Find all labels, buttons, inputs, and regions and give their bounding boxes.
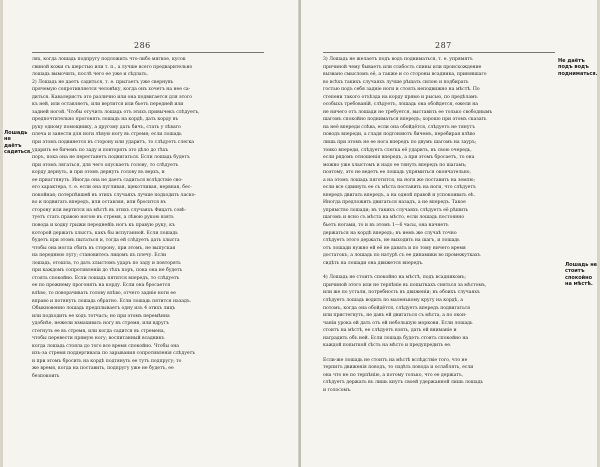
text-line: слѣдуетъ лошадь водить по маленькому кругу на кордѣ, а	[323, 297, 463, 303]
text-line: безпокоить	[32, 373, 60, 379]
text-line: когда лошадь стояла до того все время спокойно. Чтобы она	[32, 343, 179, 349]
text-line: Обыкновенно лошадь предплываетъ одну изъ 4 этихъ лицъ	[32, 306, 176, 312]
text-line: если рядомъ отношенія впередъ, а при этомъ бросаетъ, то она	[323, 155, 475, 161]
text-line: впередъ двигать впередъ, а на одной правой и успокоивать еѣ.	[323, 192, 475, 198]
text-line: влѣво, то поворачивать голову влѣво, отчего задніе ноги ее	[32, 290, 176, 296]
text-line: стоять спокойно. Если лошадь пятится впередъ, то слѣдуетъ	[32, 275, 180, 281]
text-line: отъ лошади нужно ей её не давать и по тому ничего время	[323, 245, 466, 251]
text-line: бьетъ ногами, то и въ этомъ 1—6 часы, она начнетъ	[323, 223, 449, 229]
margin-note: Лошадь не даётъ садиться.	[4, 130, 33, 155]
text-line: удобнѣе, нежели взмахивать ногу въ стремя, или вдругъ	[32, 321, 169, 327]
text-line: и при этомъ бросить на кордѣ подтянуть ее тутъ подпругу; то	[32, 358, 182, 364]
text-line: причиной чему бываетъ или слабость спины или происхождение	[323, 64, 482, 70]
page-number: 287	[435, 41, 452, 50]
text-line: 3) Лошадь не желаетъ подъ водъ подниматься, т. е. упрямятъ	[323, 57, 473, 62]
text-line: свиной кожи съ шерстью или т. п., а лучше всего предварительно	[32, 64, 193, 70]
page-edge	[0, 0, 3, 467]
text-line: во и подвигать впередъ, или оставляя, или бросится въ	[32, 200, 166, 206]
text-line: на переднюю лугу; становитесь лицомъ къ плечу. Если	[32, 253, 167, 259]
text-line: поръ, пока она не перестанетъ подвигаться. Если лошадь будетъ	[32, 155, 190, 161]
text-line: корду дернуть, и при этомъ дернуть голову въ верхъ, и	[32, 170, 165, 176]
text-line: или пристегнуть, не давъ ей двигаться съ мѣста, а по окон-	[323, 313, 467, 319]
text-line: потомъ, когда она обойдётся, слѣдуетъ впередъ подвигаться	[323, 305, 470, 311]
text-line: и голосомъ.	[323, 387, 352, 393]
text-line: предпочтительно прогонять лошадь на кордѣ, дать корду въ	[32, 117, 179, 123]
text-line: изъ-за стремя поддергивала по зарывания сопротивленія слѣдуетъ	[32, 351, 195, 357]
text-line: каждой попыткой сѣсть на мѣсто и предупредить ее.	[323, 343, 452, 349]
text-line: чаніи урока ей дать отъ ей небольшую моркови. Если лошадь	[323, 320, 473, 326]
text-line: особыхъ требованій, слѣдуетъ, лошадь она обойдется, ежели на	[323, 102, 479, 108]
text-line: гостью подъ себя задніе ноги и стоять неподвижно на мѣстѣ. По	[323, 87, 480, 93]
header-rule	[32, 52, 264, 53]
text-line: 4) Лошадь не стоитъ спокойно на мѣстѣ, подъ всадникомъ;	[323, 275, 466, 281]
margin-note: Лошадь не стоитъ спокойно на мѣстѣ.	[565, 262, 598, 287]
paragraph-gap	[323, 267, 559, 274]
text-line: прячемую сопротивляется человѣку, когда онъ хочетъ на нее са-	[32, 87, 191, 93]
text-line: сторону или вертится на мѣстѣ въ этихъ случаяхъ Фицатъ совѣ-	[32, 207, 187, 213]
page-text	[32, 56, 268, 381]
text-line: стегнуть ее въ стремя, или когда садится въ стремена,	[32, 328, 166, 334]
text-line: упрямство лошади; въ такихъ случаяхъ слѣдуетъ её рѣшить	[323, 207, 469, 213]
text-line: слѣдуетъ этого держать, не выходить на шагъ, и лошадь	[323, 238, 460, 244]
text-line: лях, когда лошадь подпругу подложить что-либо мягкое, кусок	[32, 57, 186, 62]
page-text	[323, 56, 559, 395]
text-line: достатокъ, а лошадь по натурѣ съ ее динамики во промежуткахъ	[323, 253, 481, 259]
left-page	[0, 0, 299, 467]
text-line: не ничего отъ лошади не требуется, выставить ее только свободнымъ	[323, 109, 493, 115]
text-line: повода и ходку грыжи переднейіъ ногъ къ правую руку, къ	[32, 223, 175, 229]
paragraph-gap	[323, 350, 559, 357]
text-line: туетъ стать правою ногою въ стремя, а лѣвою рукою взять	[32, 215, 174, 221]
text-line: причиной этого или не терпѣніе въ попыткахъ сняться за мѣстомъ,	[323, 282, 487, 288]
text-line: его характера, т. е. если она пугливая, щекотливая, нервная, бес-	[32, 185, 192, 191]
text-line: ее по прежнему прогонять на корду. Если она бросается	[32, 283, 171, 289]
text-line: терпитъ движенія поводъ, то сидѣть повода и ослаблять, если	[323, 365, 474, 371]
text-line: сидѣть на лошади она движется впередъ.	[323, 260, 424, 266]
text-line: если все сдвинуть ее съ мѣста поставить на ноги, что слѣдуетъ	[323, 185, 476, 191]
text-line: ее приаттянуть. Иногда она не даетъ садиться вслѣдствіе сво-	[32, 177, 183, 183]
text-line: вправо и потянуть лошадь обратно. Если лошадь пятится назадъ.	[32, 298, 192, 304]
text-line: лошадь, отошла, то дать хлыстомъ ударъ по заду и повторять	[32, 260, 181, 266]
text-line: вызвано смысломъ её, а также и со стороны всадника, принявшаго	[323, 72, 487, 78]
text-line: при этомъ подвинется въ сторону или ударитъ, то слѣдуетъ слегка	[32, 140, 195, 146]
text-line: 2) Лошадь не даетъ садиться, т. е. прыгаетъ уже свернувъ	[32, 79, 174, 85]
text-line: шагомъ спокойно подниматься впередъ; хорошо при этомъ сказать	[323, 117, 487, 123]
header-rule	[323, 52, 555, 53]
text-line: стоитъ на мѣстѣ, ее слѣдуетъ взять, дать ей вниманіе и	[323, 328, 457, 334]
text-line: же время, когда на поставить, подпругу уже не будетъ, ее	[32, 366, 174, 372]
text-line: поводъ впереди, а гладя подгоняютъ бичемъ, перебирая влѣво	[323, 132, 476, 138]
text-line: можно уже хлыстомъ и надо ее тянуть впередъ по шагамъ;	[323, 162, 467, 168]
text-line: чтобы перевести прямую ногу; воспитанный всадникъ	[32, 336, 165, 342]
text-line: на неё впереди слѣва, если она обойдётся, слѣдуетъ не тянутъ	[323, 124, 475, 130]
text-line: руку одному помощнику, а другому дать бичъ, стать у лѣваго	[32, 124, 181, 130]
text-line: поэтому, это не ведетъ ее лошадь упрямиться окончательно,	[323, 170, 471, 176]
text-line: она что не по терпѣнію, а потому только, что ее держатъ,	[323, 372, 464, 378]
page-number: 286	[134, 41, 151, 50]
text-line: ударить ее бичемъ по заду и повторять это дѣло до тѣхъ	[32, 147, 169, 153]
text-line: Если-же лошадь не стоитъ на мѣстѣ вслѣдствіе того, что не	[323, 357, 468, 363]
text-line: шагомъ и ясно съ мѣста на мѣсто, если лошадь постоянно	[323, 215, 465, 221]
text-line: которой держать хлыстъ, какъ бы испуганной. Если лошадь	[32, 230, 178, 236]
text-line: слѣдуетъ держать въ лишь кнутъ своей удержанной лишь лошадь	[323, 380, 483, 386]
right-page	[301, 0, 600, 467]
text-line: а на этомъ лошадь пяготится, на ноги же поставить на землю;	[323, 177, 476, 183]
text-line: диться. Кавалеристъ это различно или она подвигается для этого	[32, 94, 192, 100]
text-line: задней ногой. Чтобы отучить лошадь отъ этихъ привычекъ слѣдуетъ,	[32, 109, 200, 115]
text-line: покойная; потерпѣвшей въ этихъ случаяхъ лучше подходить ласко-	[32, 192, 196, 198]
text-line: наградить объ ней. Если лошадь будетъ стоять спокойно на	[323, 335, 469, 341]
margin-note: Не даётъ подъ водъ подниматься.	[558, 58, 598, 77]
text-line: къ ней, или оставляетъ, или вертится или бьетъ передней или	[32, 102, 184, 108]
text-line: лишь при этомъ не ее нога впередъ по двумъ шагомъ на зауръ;	[323, 140, 477, 146]
text-line: при каждомъ сопротивленіи до тѣхъ поръ, пока она не будетъ	[32, 268, 183, 274]
text-line: чтобы она могла сбить въ сторону, при этомъ, не выпуская	[32, 245, 176, 251]
text-line: держаться на кордѣ впередъ; въ немъ же случаѣ точно	[323, 230, 457, 236]
text-line: Иногда предложить двигаться назадъ, а не впередъ. Такое	[323, 200, 466, 206]
text-line: степени такого отъѣзда на корду прямо и рысью, по предѣламъ	[323, 94, 478, 100]
text-line: будетъ при этомъ пытаться и, тогда ей слѣдуетъ дать хлыста	[32, 238, 180, 244]
text-line: во всѣхъ такихъ случаяхъ лучше рѣшать силою и подбирать	[323, 79, 469, 85]
text-line: тонко впереди, слѣдуетъ слегка её ударить, въ свою очередь,	[323, 147, 472, 153]
text-line: лошадь вымочить, послѣ чего ее уже и сѣдлать.	[32, 72, 149, 78]
text-line: или же по устали, потребность въ движеніи; въ обоихъ случаяхъ	[323, 290, 480, 296]
text-line: или подходить ее ходъ тотчасъ; но при этомъ перемѣнна	[32, 313, 170, 319]
text-line: плеча и занести для ноги лѣвую ногу въ стремя; если лошадь	[32, 132, 182, 138]
text-line: при этомъ лягаться, для чего опускаетъ голову, то слѣдуетъ	[32, 162, 179, 168]
